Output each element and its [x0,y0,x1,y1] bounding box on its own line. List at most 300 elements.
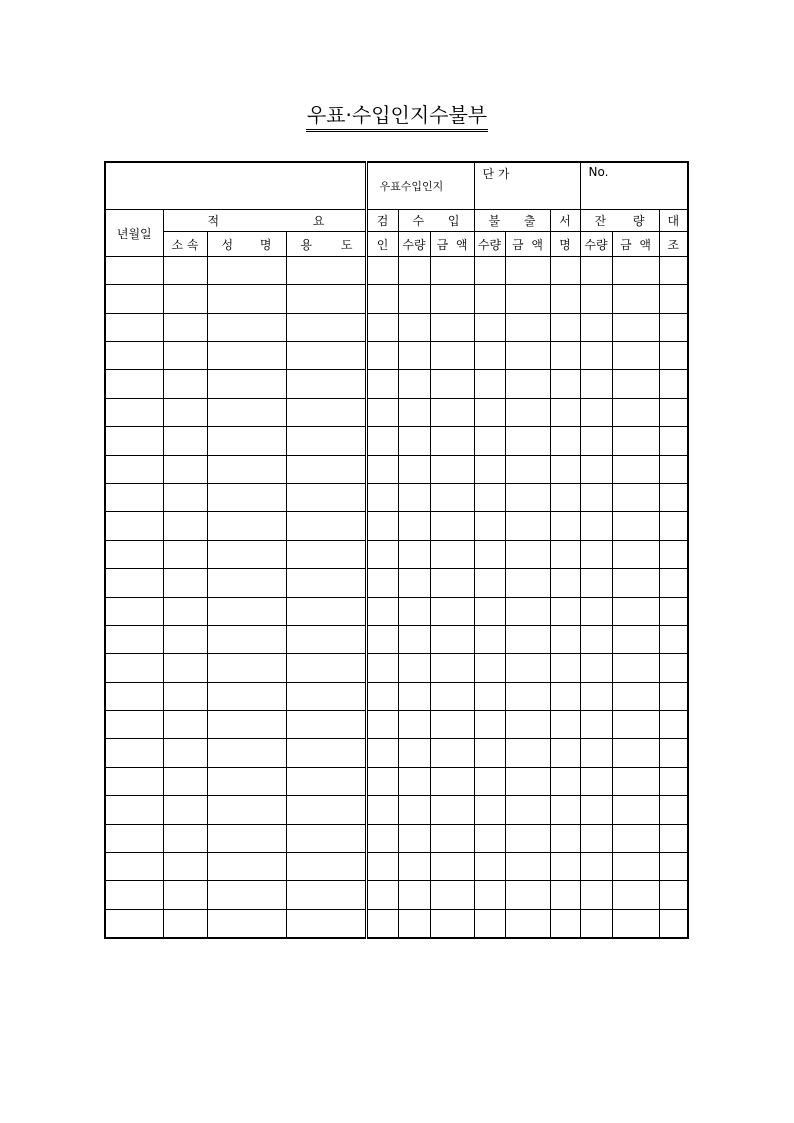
table-cell[interactable] [474,824,505,852]
table-cell[interactable] [207,540,286,568]
table-cell[interactable] [659,824,688,852]
table-cell[interactable] [163,455,207,483]
table-cell[interactable] [366,512,398,540]
table-cell[interactable] [163,427,207,455]
table-cell[interactable] [207,597,286,625]
table-cell[interactable] [612,597,659,625]
table-cell[interactable] [580,853,612,881]
table-cell[interactable] [286,256,366,284]
table-cell[interactable] [612,313,659,341]
table-cell[interactable] [612,342,659,370]
table-cell[interactable] [286,881,366,909]
table-cell[interactable] [366,313,398,341]
table-cell[interactable] [398,342,430,370]
table-cell[interactable] [612,625,659,653]
table-cell[interactable] [366,370,398,398]
table-cell[interactable] [505,398,550,426]
table-cell[interactable] [505,654,550,682]
table-cell[interactable] [505,796,550,824]
table-cell[interactable] [659,342,688,370]
table-cell[interactable] [366,625,398,653]
table-cell[interactable] [366,455,398,483]
table-cell[interactable] [505,342,550,370]
table-cell[interactable] [207,427,286,455]
table-cell[interactable] [286,455,366,483]
table-cell[interactable] [398,540,430,568]
table-cell[interactable] [474,881,505,909]
table-cell[interactable] [580,256,612,284]
table-cell[interactable] [474,342,505,370]
table-cell[interactable] [286,540,366,568]
table-cell[interactable] [105,569,163,597]
table-cell[interactable] [105,512,163,540]
table-cell[interactable] [163,739,207,767]
table-cell[interactable] [659,313,688,341]
table-cell[interactable] [550,654,580,682]
table-cell[interactable] [105,597,163,625]
table-cell[interactable] [659,569,688,597]
table-cell[interactable] [163,370,207,398]
table-cell[interactable] [659,512,688,540]
table-cell[interactable] [105,483,163,511]
table-cell[interactable] [430,455,474,483]
table-cell[interactable] [207,370,286,398]
table-cell[interactable] [286,654,366,682]
table-cell[interactable] [430,909,474,938]
table-cell[interactable] [550,512,580,540]
table-cell[interactable] [366,597,398,625]
table-cell[interactable] [207,483,286,511]
table-cell[interactable] [286,483,366,511]
table-cell[interactable] [430,256,474,284]
table-cell[interactable] [580,427,612,455]
table-cell[interactable] [286,427,366,455]
table-cell[interactable] [612,285,659,313]
table-cell[interactable] [550,455,580,483]
table-cell[interactable] [505,512,550,540]
table-cell[interactable] [207,455,286,483]
table-cell[interactable] [163,540,207,568]
table-cell[interactable] [105,767,163,795]
table-cell[interactable] [207,682,286,710]
table-cell[interactable] [366,342,398,370]
table-cell[interactable] [505,455,550,483]
table-cell[interactable] [580,512,612,540]
table-cell[interactable] [430,597,474,625]
table-cell[interactable] [550,682,580,710]
table-cell[interactable] [580,796,612,824]
table-cell[interactable] [366,767,398,795]
table-cell[interactable] [398,824,430,852]
table-cell[interactable] [163,824,207,852]
table-cell[interactable] [505,483,550,511]
table-cell[interactable] [474,512,505,540]
table-cell[interactable] [659,483,688,511]
table-cell[interactable] [580,483,612,511]
table-cell[interactable] [580,739,612,767]
table-cell[interactable] [505,569,550,597]
table-cell[interactable] [612,824,659,852]
table-cell[interactable] [580,711,612,739]
table-cell[interactable] [474,569,505,597]
table-cell[interactable] [474,909,505,938]
table-cell[interactable] [286,711,366,739]
table-cell[interactable] [163,711,207,739]
table-cell[interactable] [550,313,580,341]
table-cell[interactable] [105,739,163,767]
table-cell[interactable] [659,455,688,483]
table-cell[interactable] [612,853,659,881]
table-cell[interactable] [505,313,550,341]
table-cell[interactable] [286,512,366,540]
table-cell[interactable] [398,398,430,426]
table-cell[interactable] [505,427,550,455]
table-cell[interactable] [207,824,286,852]
table-cell[interactable] [163,285,207,313]
table-cell[interactable] [398,569,430,597]
table-cell[interactable] [505,597,550,625]
table-cell[interactable] [474,682,505,710]
table-cell[interactable] [286,370,366,398]
table-cell[interactable] [430,767,474,795]
table-cell[interactable] [430,512,474,540]
table-cell[interactable] [505,711,550,739]
table-cell[interactable] [659,909,688,938]
table-cell[interactable] [366,824,398,852]
table-cell[interactable] [207,796,286,824]
table-cell[interactable] [207,654,286,682]
table-cell[interactable] [398,767,430,795]
table-cell[interactable] [580,654,612,682]
table-cell[interactable] [550,796,580,824]
table-cell[interactable] [505,909,550,938]
table-cell[interactable] [163,625,207,653]
table-cell[interactable] [286,625,366,653]
table-cell[interactable] [163,682,207,710]
table-cell[interactable] [659,767,688,795]
table-cell[interactable] [580,824,612,852]
table-cell[interactable] [612,483,659,511]
table-cell[interactable] [580,313,612,341]
table-cell[interactable] [430,711,474,739]
table-cell[interactable] [659,625,688,653]
table-cell[interactable] [430,654,474,682]
table-cell[interactable] [207,767,286,795]
table-cell[interactable] [163,853,207,881]
table-cell[interactable] [105,455,163,483]
table-cell[interactable] [207,711,286,739]
table-cell[interactable] [550,711,580,739]
table-cell[interactable] [207,625,286,653]
table-cell[interactable] [550,398,580,426]
table-cell[interactable] [366,285,398,313]
table-cell[interactable] [286,767,366,795]
table-cell[interactable] [398,285,430,313]
table-cell[interactable] [105,370,163,398]
table-cell[interactable] [366,569,398,597]
table-cell[interactable] [286,682,366,710]
table-cell[interactable] [163,597,207,625]
table-cell[interactable] [366,682,398,710]
table-cell[interactable] [550,853,580,881]
table-cell[interactable] [505,739,550,767]
table-cell[interactable] [474,625,505,653]
table-cell[interactable] [612,256,659,284]
table-cell[interactable] [366,853,398,881]
table-cell[interactable] [398,370,430,398]
table-cell[interactable] [163,342,207,370]
table-cell[interactable] [580,881,612,909]
table-cell[interactable] [612,682,659,710]
table-cell[interactable] [286,739,366,767]
table-cell[interactable] [580,342,612,370]
table-cell[interactable] [163,909,207,938]
table-cell[interactable] [505,853,550,881]
table-cell[interactable] [612,711,659,739]
table-cell[interactable] [398,909,430,938]
table-cell[interactable] [580,682,612,710]
table-cell[interactable] [430,483,474,511]
table-cell[interactable] [580,540,612,568]
table-cell[interactable] [398,313,430,341]
table-cell[interactable] [659,881,688,909]
table-cell[interactable] [105,625,163,653]
table-cell[interactable] [398,483,430,511]
table-cell[interactable] [105,427,163,455]
table-cell[interactable] [474,285,505,313]
table-cell[interactable] [505,682,550,710]
table-cell[interactable] [366,654,398,682]
table-cell[interactable] [163,796,207,824]
table-cell[interactable] [105,398,163,426]
table-cell[interactable] [550,909,580,938]
table-cell[interactable] [207,909,286,938]
table-cell[interactable] [580,767,612,795]
table-cell[interactable] [474,654,505,682]
table-cell[interactable] [550,342,580,370]
table-cell[interactable] [366,711,398,739]
table-cell[interactable] [505,370,550,398]
table-cell[interactable] [430,342,474,370]
table-cell[interactable] [659,285,688,313]
table-cell[interactable] [163,398,207,426]
table-cell[interactable] [163,256,207,284]
table-cell[interactable] [105,824,163,852]
table-cell[interactable] [430,540,474,568]
table-cell[interactable] [580,909,612,938]
table-cell[interactable] [659,370,688,398]
table-cell[interactable] [207,313,286,341]
table-cell[interactable] [580,370,612,398]
table-cell[interactable] [163,569,207,597]
table-cell[interactable] [612,767,659,795]
table-cell[interactable] [612,739,659,767]
table-cell[interactable] [398,455,430,483]
table-cell[interactable] [474,711,505,739]
table-cell[interactable] [163,767,207,795]
table-cell[interactable] [505,256,550,284]
table-cell[interactable] [659,682,688,710]
table-cell[interactable] [474,313,505,341]
table-cell[interactable] [474,597,505,625]
table-cell[interactable] [550,739,580,767]
table-cell[interactable] [612,455,659,483]
table-cell[interactable] [105,881,163,909]
table-cell[interactable] [550,483,580,511]
table-cell[interactable] [366,909,398,938]
table-cell[interactable] [105,342,163,370]
table-cell[interactable] [612,370,659,398]
table-cell[interactable] [286,824,366,852]
table-cell[interactable] [163,313,207,341]
table-cell[interactable] [366,398,398,426]
table-cell[interactable] [207,285,286,313]
table-cell[interactable] [286,796,366,824]
table-cell[interactable] [105,313,163,341]
table-cell[interactable] [207,512,286,540]
table-cell[interactable] [207,256,286,284]
table-cell[interactable] [163,881,207,909]
table-cell[interactable] [612,398,659,426]
table-cell[interactable] [580,625,612,653]
table-cell[interactable] [286,909,366,938]
table-cell[interactable] [286,398,366,426]
table-cell[interactable] [550,370,580,398]
table-cell[interactable] [430,739,474,767]
table-cell[interactable] [105,711,163,739]
table-cell[interactable] [207,881,286,909]
table-cell[interactable] [207,853,286,881]
table-cell[interactable] [659,711,688,739]
table-cell[interactable] [286,597,366,625]
table-cell[interactable] [580,285,612,313]
table-cell[interactable] [505,625,550,653]
table-cell[interactable] [612,654,659,682]
table-cell[interactable] [580,569,612,597]
table-cell[interactable] [474,483,505,511]
table-cell[interactable] [474,256,505,284]
table-cell[interactable] [207,569,286,597]
table-cell[interactable] [366,881,398,909]
table-cell[interactable] [580,455,612,483]
table-cell[interactable] [286,569,366,597]
table-cell[interactable] [612,909,659,938]
table-cell[interactable] [105,285,163,313]
table-cell[interactable] [580,597,612,625]
table-cell[interactable] [659,739,688,767]
table-cell[interactable] [398,512,430,540]
table-cell[interactable] [398,711,430,739]
table-cell[interactable] [398,881,430,909]
table-cell[interactable] [550,569,580,597]
table-cell[interactable] [430,881,474,909]
table-cell[interactable] [612,540,659,568]
table-cell[interactable] [430,313,474,341]
table-cell[interactable] [550,285,580,313]
table-cell[interactable] [105,796,163,824]
table-cell[interactable] [550,540,580,568]
table-cell[interactable] [207,739,286,767]
table-cell[interactable] [612,569,659,597]
table-cell[interactable] [398,796,430,824]
table-cell[interactable] [430,427,474,455]
table-cell[interactable] [398,625,430,653]
table-cell[interactable] [659,597,688,625]
table-cell[interactable] [286,342,366,370]
table-cell[interactable] [550,824,580,852]
table-cell[interactable] [505,285,550,313]
table-cell[interactable] [398,682,430,710]
table-cell[interactable] [659,796,688,824]
table-cell[interactable] [366,256,398,284]
table-cell[interactable] [286,313,366,341]
table-cell[interactable] [398,597,430,625]
table-cell[interactable] [398,853,430,881]
table-cell[interactable] [163,483,207,511]
table-cell[interactable] [474,540,505,568]
table-cell[interactable] [430,796,474,824]
table-cell[interactable] [430,569,474,597]
table-cell[interactable] [366,540,398,568]
table-cell[interactable] [207,398,286,426]
table-cell[interactable] [105,654,163,682]
table-cell[interactable] [105,853,163,881]
table-cell[interactable] [430,682,474,710]
table-cell[interactable] [398,654,430,682]
table-cell[interactable] [659,540,688,568]
table-cell[interactable] [398,256,430,284]
table-cell[interactable] [550,597,580,625]
table-cell[interactable] [430,824,474,852]
table-cell[interactable] [580,398,612,426]
table-cell[interactable] [430,285,474,313]
table-cell[interactable] [105,909,163,938]
table-cell[interactable] [366,483,398,511]
table-cell[interactable] [430,853,474,881]
table-cell[interactable] [430,625,474,653]
table-cell[interactable] [430,370,474,398]
table-cell[interactable] [430,398,474,426]
table-cell[interactable] [163,654,207,682]
table-cell[interactable] [550,881,580,909]
table-cell[interactable] [398,427,430,455]
table-cell[interactable] [474,370,505,398]
table-cell[interactable] [286,285,366,313]
table-cell[interactable] [612,427,659,455]
table-cell[interactable] [550,427,580,455]
table-cell[interactable] [474,455,505,483]
table-cell[interactable] [366,427,398,455]
table-cell[interactable] [659,398,688,426]
table-cell[interactable] [105,682,163,710]
table-cell[interactable] [398,739,430,767]
table-cell[interactable] [163,512,207,540]
table-cell[interactable] [474,853,505,881]
table-cell[interactable] [505,767,550,795]
table-cell[interactable] [366,739,398,767]
table-cell[interactable] [207,342,286,370]
table-cell[interactable] [550,625,580,653]
table-cell[interactable] [659,256,688,284]
table-cell[interactable] [105,256,163,284]
table-cell[interactable] [286,853,366,881]
table-cell[interactable] [474,398,505,426]
table-cell[interactable] [474,739,505,767]
table-cell[interactable] [659,654,688,682]
table-cell[interactable] [659,853,688,881]
table-cell[interactable] [612,881,659,909]
table-cell[interactable] [474,427,505,455]
